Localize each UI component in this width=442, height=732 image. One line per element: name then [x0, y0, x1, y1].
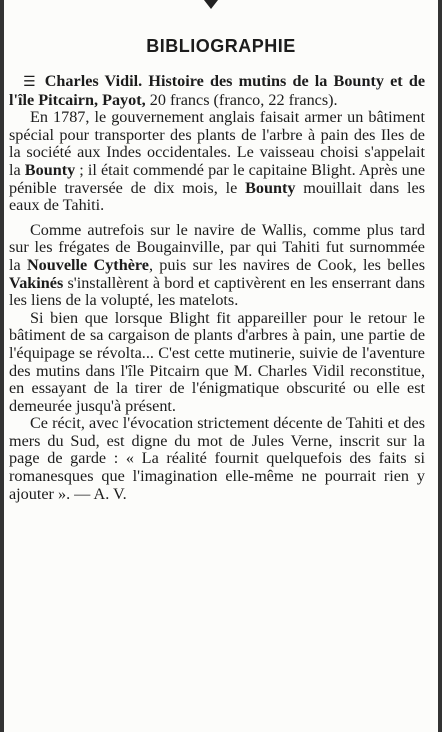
- paragraph-1: [9, 109, 425, 215]
- book-title: Histoire des mutins de la Bounty et de l'île Pitcairn,: [9, 72, 426, 109]
- book-author: Charles Vidil.: [44, 72, 143, 90]
- section-heading: BIBLIOGRAPHIE: [146, 36, 296, 56]
- book-publisher: Payot,: [102, 90, 146, 109]
- right-border: [438, 0, 442, 732]
- paragraph-2: [9, 222, 425, 310]
- text-run: s'installèrent à bord et captivèrent en les enserrant dans les liens de la volupté, les matelots.: [9, 273, 425, 310]
- text-run: Si bien que lorsque Blight fit appareiller pour le retour le bâtiment de sa cargaison de plants d'arbres à pain, une partie de l'équipage se révolta... C'est cette mutinerie, suivie de l'aventure des mutins dans l'île Pitcairn que M. Charles Vidil reconstitue, en essayant de la tirer de l'énigmatique obscurité ou elle est demeurée jusqu'à présent.: [9, 308, 425, 415]
- section-mark-icon: ☰: [23, 74, 36, 90]
- text-run: Comme autrefois sur le navire de Wallis, comme plus tard sur les frégates de Bougainville, par qui Tahiti fut surnommée la: [9, 220, 425, 274]
- paragraph-3: [9, 310, 425, 416]
- text-run: Ce récit, avec l'évocation strictement décente de Tahiti et des mers du Sud, est digne du mot de Jules Verne, inscrit sur la page de garde : « La réalité fournit quelquefois des faits si romanesques que l'imagination elle-même ne pourrait rien y ajouter ». — A. V.: [9, 414, 425, 503]
- paragraph-4: [9, 415, 425, 503]
- bold-term: Bounty: [24, 160, 76, 179]
- text-run: , puis sur les navires de Cook, les belles: [148, 255, 426, 274]
- bold-term: Vakinés: [9, 273, 64, 292]
- article-body: [9, 73, 425, 503]
- citation-paragraph: [9, 73, 425, 109]
- bold-term: Bounty: [245, 178, 296, 197]
- bold-term: Nouvelle Cythère: [26, 255, 149, 274]
- text-run: ; il était commendé par le capitaine Blight. Après une pénible traversée de dix mois, le: [9, 160, 425, 197]
- left-border: [0, 0, 4, 732]
- text-run: En 1787, le gouvernement anglais faisait armer un bâtiment spécial pour transporter des plants de l'arbre à pain des Iles de la société aux Indes occidentales. Le vaisseau choisi s'appelait la: [9, 108, 425, 179]
- text-run: mouillait dans les eaux de Tahiti.: [9, 178, 425, 215]
- triangle-marker-icon: [204, 0, 218, 9]
- book-price: 20 francs (franco, 22 francs).: [149, 90, 338, 109]
